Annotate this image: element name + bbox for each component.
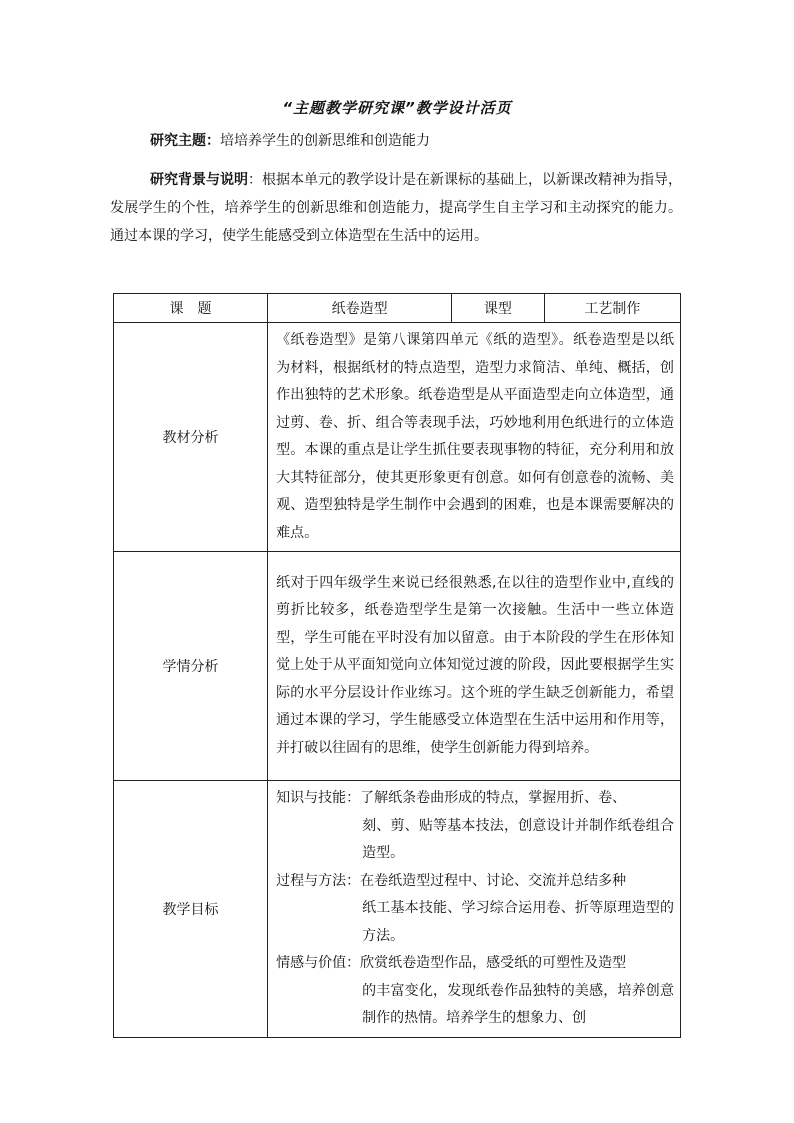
materials-analysis-text: 《纸卷造型》是第八课第四单元《纸的造型》。纸卷造型是以纸为材料，根据纸材的特点造型，造型力求简洁、单纯、概括，创作出独特的艺术形象。纸卷造型是从平面造型走向立体造型，通过剪、卷、折、组合等表现手法，巧妙地利用色纸进行的立体造型。本课的重点是让学生抓住要表现事物的特征，充分利用和放大其特征部分，使其更形象更有创意。如何有创意卷的流畅、美观、造型独特是学生制作中会遇到的困难，也是本课需要解决的难点。: [268, 323, 681, 552]
research-topic-value: 培培养学生的创新思维和创造能力: [220, 133, 430, 149]
research-background-paragraph: [110, 166, 682, 250]
table-row: [114, 552, 681, 781]
teaching-goals-content: [268, 781, 681, 1038]
lesson-type-label-cell: 课型: [452, 294, 545, 323]
research-background-label: 研究背景与说明: [150, 172, 248, 188]
lesson-design-table: [113, 293, 681, 1038]
goal-knowledge-label: 知识与技能：: [276, 790, 361, 806]
goal-emotion-label: 情感与价值：: [276, 955, 361, 971]
subject-label-cell: 课 题: [114, 294, 268, 323]
table-header-row: [114, 294, 681, 323]
goal-knowledge-first: 了解纸条卷曲形成的特点，掌握用折、卷、: [360, 790, 627, 806]
goal-process-label: 过程与方法：: [276, 872, 361, 889]
document-title: “主题教学研究课”教学设计活页: [282, 99, 512, 117]
table-row: [114, 323, 681, 552]
goal-emotion-rest: 的丰富变化，发现纸卷作品独特的美感，培养创意制作的热情。培养学生的想象力、创: [362, 982, 674, 1026]
subject-value-cell: 纸卷造型: [268, 294, 452, 323]
student-analysis-label: 学情分析: [114, 552, 268, 781]
materials-analysis-label: 教材分析: [114, 323, 268, 552]
goal-process: [276, 868, 674, 951]
teaching-goals-label: 教学目标: [114, 781, 268, 1038]
goal-emotion: [276, 950, 674, 1033]
table-row: [114, 781, 681, 1038]
lesson-type-value-cell: 工艺制作: [544, 294, 680, 323]
student-analysis-text: 纸对于四年级学生来说已经很熟悉,在以往的造型作业中,直线的剪折比较多，纸卷造型学生是第一次接触。生活中一些立体造型，学生可能在平时没有加以留意。由于本阶段的学生在形体知觉上处于从平面知觉向立体知觉过渡的阶段，因此要根据学生实际的水平分层设计作业练习。这个班的学生缺乏创新能力，希望通过本课的学习，学生能感受立体造型在生活中运用和作用等，并打破以往固有的思维，使学生创新能力得到培养。: [268, 552, 681, 781]
research-topic-label: 研究主题：: [150, 133, 220, 149]
goal-knowledge: [276, 785, 674, 868]
research-topic-line: [150, 130, 430, 150]
goal-process-first: 在卷纸造型过程中、讨论、交流并总结多种: [360, 872, 627, 889]
goal-knowledge-rest: 刻、剪、贴等基本技法，创意设计并制作纸卷组合造型。: [362, 817, 674, 861]
goal-emotion-first: 欣赏纸卷造型作品，感受纸的可塑性及造型: [360, 955, 627, 971]
goal-process-rest: 纸工基本技能、学习综合运用卷、折等原理造型的方法。: [362, 900, 674, 944]
research-background-text: ：根据本单元的教学设计是在新课标的基础上，以新课改精神为指导，发展学生的个性，培养学生的创新思维和创造能力，提高学生自主学习和主动探究的能力。通过本课的学习，使学生能感受到立体造型在生活中的运用。: [110, 172, 682, 244]
